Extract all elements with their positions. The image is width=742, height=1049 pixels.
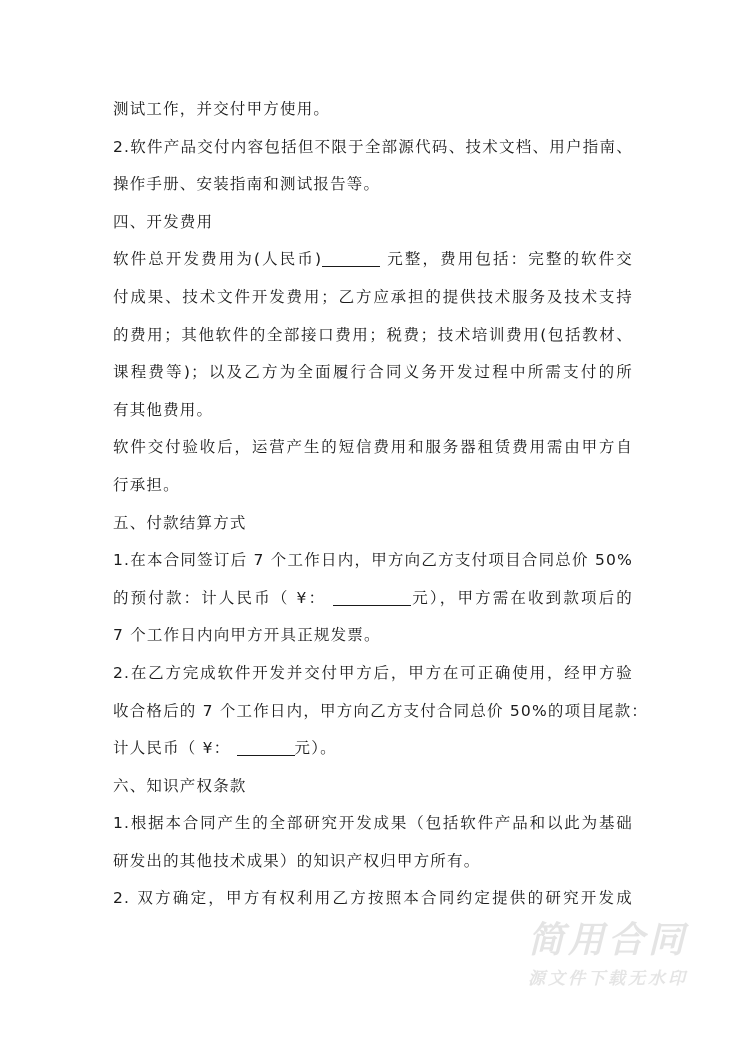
text-line: 的费用；其他软件的全部接口费用；税费；技术培训费用(包括教材、 [113, 325, 633, 344]
text-line [113, 732, 633, 770]
text-line: 行承担。 [113, 475, 180, 494]
text-line [113, 582, 633, 620]
text-segment: 元），甲方需在收到款项后的 [411, 588, 633, 607]
text-line: 1.根据本合同产生的全部研究开发成果（包括软件产品和以此为基础 [113, 814, 633, 833]
text-line: 研发出的其他技术成果）的知识产权归甲方所有。 [113, 851, 481, 870]
text-line: 收合格后的 7 个工作日内，甲方向乙方支付合同总价 50%的项目尾款： [113, 701, 649, 720]
text-line: 7 个工作日内向甲方开具正规发票。 [113, 626, 381, 645]
text-line: 有其他费用。 [113, 400, 214, 419]
document-body [113, 93, 649, 920]
text-segment: 元）。 [294, 739, 337, 758]
watermark [508, 921, 708, 993]
text-line: 2. 双方确定，甲方有权利用乙方按照本合同约定提供的研究开发成 [113, 889, 633, 908]
text-line: 1.在本合同签订后 7 个工作日内，甲方向乙方支付项目合同总价 50% [113, 551, 633, 570]
section-heading: 四、开发费用 [113, 212, 214, 231]
text-segment: 的预付款：计人民币（ ¥： [113, 588, 334, 607]
text-segment: 元整，费用包括：完整的软件交 [380, 250, 633, 269]
text-line: 付成果、技术文件开发费用；乙方应承担的提供技术服务及技术支持 [113, 287, 633, 306]
fill-in-blank [322, 250, 380, 267]
text-line: 2.在乙方完成软件开发并交付甲方后，甲方在可正确使用，经甲方验 [113, 663, 633, 682]
section-heading: 五、付款结算方式 [113, 513, 247, 532]
fill-in-blank [237, 739, 295, 756]
text-line: 课程费等)；以及乙方为全面履行合同义务开发过程中所需支付的所 [113, 363, 633, 382]
text-segment: 计人民币（ ¥： [113, 739, 237, 758]
text-line: 2.软件产品交付内容包括但不限于全部源代码、技术文档、用户指南、 [113, 137, 633, 156]
section-heading: 六、知识产权条款 [113, 776, 247, 795]
text-line: 测试工作，并交付甲方使用。 [113, 100, 331, 118]
text-line [113, 243, 633, 281]
watermark-brand: 简用合同 [527, 920, 688, 961]
text-line: 操作手册、安装指南和测试报告等。 [113, 175, 381, 194]
watermark-caption: 源文件下载无水印 [528, 969, 688, 989]
fill-in-blank [333, 589, 411, 606]
text-line: 软件交付验收后，运营产生的短信费用和服务器租赁费用需由甲方自 [113, 438, 633, 457]
text-segment: 软件总开发费用为(人民币) [113, 250, 323, 269]
